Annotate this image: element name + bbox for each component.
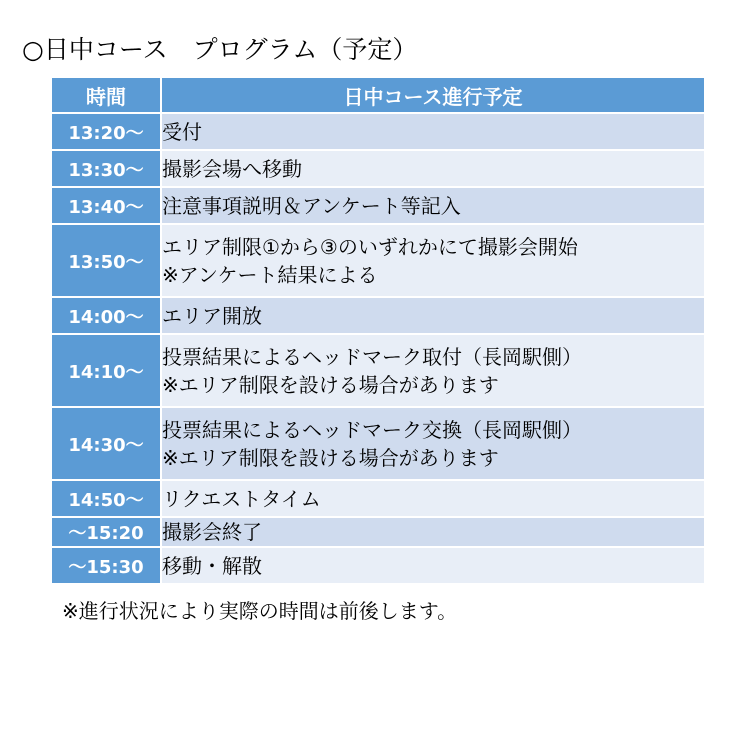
row-description (161, 547, 704, 584)
row-time: 13:40～ (52, 187, 161, 224)
row-description (161, 480, 704, 517)
table-row (52, 407, 704, 480)
row-description-line: エリア開放 (162, 303, 262, 328)
table-row (52, 113, 704, 150)
row-time: 13:20～ (52, 113, 161, 150)
row-description-line: 移動・解散 (162, 553, 262, 578)
row-time: ～15:30 (52, 547, 161, 584)
row-description (161, 150, 704, 187)
table-row (52, 297, 704, 334)
row-description (161, 334, 704, 407)
row-time: 13:30～ (52, 150, 161, 187)
column-header-time: 時間 (52, 78, 161, 113)
table-row (52, 224, 704, 297)
row-description-line: 注意事項説明＆アンケート等記入 (162, 193, 461, 218)
row-time: 14:50～ (52, 480, 161, 517)
table-row (52, 150, 704, 187)
table-row (52, 187, 704, 224)
row-time: 13:50～ (52, 224, 161, 297)
row-description (161, 517, 704, 547)
row-description (161, 224, 704, 297)
page-title: ○日中コース プログラム（予定） (22, 35, 418, 64)
row-description-note: ※エリア制限を設ける場合があります (162, 372, 499, 397)
row-time: 14:30～ (52, 407, 161, 480)
row-description-line: 投票結果によるヘッドマーク取付（長岡駅側） (162, 344, 582, 369)
row-description (161, 407, 704, 480)
row-description (161, 187, 704, 224)
row-description-line: 受付 (162, 119, 202, 144)
row-description (161, 113, 704, 150)
table-row (52, 334, 704, 407)
schedule-table (52, 78, 704, 585)
row-description-line: エリア制限①から③のいずれかにて撮影会開始 (162, 234, 578, 259)
table-row (52, 547, 704, 584)
row-description-note: ※エリア制限を設ける場合があります (162, 445, 499, 470)
row-description-line: リクエストタイム (162, 486, 321, 511)
footnote: ※進行状況により実際の時間は前後します。 (62, 599, 458, 623)
row-description-line: 撮影会場へ移動 (162, 156, 302, 181)
row-time: 14:00～ (52, 297, 161, 334)
row-description-line: 撮影会終了 (162, 520, 262, 544)
row-time: 14:10～ (52, 334, 161, 407)
column-header-description: 日中コース進行予定 (161, 78, 704, 113)
row-description-line: 投票結果によるヘッドマーク交換（長岡駅側） (162, 417, 582, 442)
row-description-note: ※アンケート結果による (162, 262, 378, 287)
row-time: ～15:20 (52, 517, 161, 547)
table-row (52, 480, 704, 517)
table-row (52, 517, 704, 547)
row-description (161, 297, 704, 334)
table-header-row (52, 78, 704, 113)
